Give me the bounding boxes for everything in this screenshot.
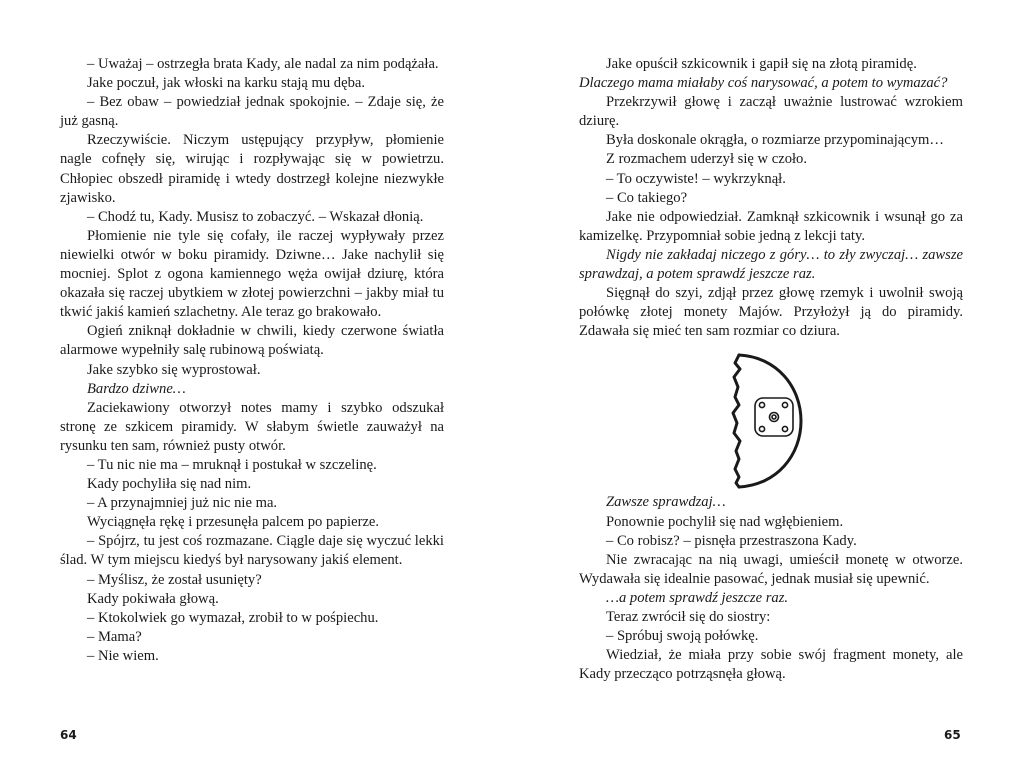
paragraph: Ogień zniknął dokładnie w chwili, kiedy czerwone światła alarmowe wypełniły salę rubinową poświatą. xyxy=(60,323,444,359)
page-number: 65 xyxy=(944,728,961,742)
paragraph: – A przynajmniej już nic nie ma. xyxy=(87,495,278,512)
paragraph: – Co takiego? xyxy=(606,189,688,206)
paragraph: Teraz zwrócił się do siostry: xyxy=(606,608,771,625)
paragraph: – Tu nic nie ma – mruknął i postukał w szczelinę. xyxy=(87,456,377,473)
half-coin-icon xyxy=(727,353,807,489)
paragraph: – Chodź tu, Kady. Musisz to zobaczyć. – Wskazał dłonią. xyxy=(87,208,424,225)
paragraph: – Myślisz, że został usunięty? xyxy=(87,571,262,588)
paragraph: Sięgnął do szyi, zdjął przez głowę rzemyk i uwolnił swoją połówkę złotej monety Majów. Przyłożył ją do piramidy. Zdawała się mieć ten sam rozmiar co dziura. xyxy=(579,285,963,340)
paragraph: Kady pochyliła się nad nim. xyxy=(87,476,252,493)
paragraph: Z rozmachem uderzył się w czoło. xyxy=(606,151,807,168)
paragraph: – Uważaj – ostrzegła brata Kady, ale nadal za nim podążała. xyxy=(87,56,439,72)
paragraph-italic: Nigdy nie zakładaj niczego z góry… to zły zwyczaj… zawsze sprawdzaj, a potem sprawdź jeszcze raz. xyxy=(579,246,963,283)
paragraph: – Spróbuj swoją połówkę. xyxy=(606,628,759,645)
paragraph: Jake szybko się wyprostował. xyxy=(87,361,261,378)
paragraph: – To oczywiste! – wykrzyknął. xyxy=(606,170,786,187)
paragraph: Jake nie odpowiedział. Zamknął szkicownik i wsunął go za kamizelkę. Przypomniał sobie jedną z lekcji taty. xyxy=(579,208,963,244)
paragraph: Wiedział, że miała przy sobie swój fragment monety, ale Kady przecząco potrząsnęła głową. xyxy=(579,647,963,683)
paragraph: Była doskonale okrągła, o rozmiarze przypominającym… xyxy=(606,132,944,149)
paragraph: Kady pokiwała głową. xyxy=(87,590,219,607)
paragraph: Zaciekawiony otworzył notes mamy i szybko odszukał stronę ze szkicem piramidy. W słabym świetle zauważył na rysunku ten sam, również pusty otwór. xyxy=(60,399,444,454)
right-page xyxy=(512,0,1024,777)
paragraph: – Ktokolwiek go wymazał, zrobił to w pośpiechu. xyxy=(87,609,379,626)
half-coin-illustration xyxy=(579,353,963,493)
paragraph: – Spójrz, tu jest coś rozmazane. Ciągle daje się wyczuć lekki ślad. W tym miejscu kiedyś był narysowany jakiś element. xyxy=(60,533,444,569)
paragraph: – Bez obaw – powiedział jednak spokojnie. – Zdaje się, że już gasną. xyxy=(60,94,444,130)
paragraph: Rzeczywiście. Niczym ustępujący przypływ, płomienie nagle cofnęły się, wirując i rozpływając się w powietrzu. Chłopiec obszedł piramidę i wtedy dostrzegł kolejne niezwykłe zjawisko. xyxy=(60,132,444,206)
left-text-column xyxy=(60,55,444,666)
right-text-column xyxy=(579,55,963,684)
paragraph: Ponownie pochylił się nad wgłębieniem. xyxy=(606,513,844,530)
paragraph: Płomienie nie tyle się cofały, ile raczej wypływały przez niewielki otwór w boku piramidy. Dziwne… Jake nachylił się mocniej. Splot z ogona kamiennego węża owijał dziurę, która okazała się raczej ubytkiem w złotej powierzchni – jakby miał tu tkwić jakiś kamień szlachetny. Ale teraz go brakowało. xyxy=(60,227,444,321)
paragraph-italic: …a potem sprawdź jeszcze raz. xyxy=(606,589,789,606)
paragraph: Przekrzywił głowę i zaczął uważnie lustrować wzrokiem dziurę. xyxy=(579,94,963,130)
paragraph: Jake poczuł, jak włoski na karku stają mu dęba. xyxy=(87,75,366,92)
paragraph: Nie zwracając na nią uwagi, umieścił monetę w otworze. Wydawała się idealnie pasować, jednak musiał się upewnić. xyxy=(579,551,963,587)
paragraph: Wyciągnęła rękę i przesunęła palcem po papierze. xyxy=(87,514,380,531)
page-number: 64 xyxy=(60,728,77,742)
paragraph: – Nie wiem. xyxy=(87,647,159,664)
paragraph: – Mama? xyxy=(87,628,142,645)
paragraph: Jake opuścił szkicownik i gapił się na złotą piramidę. xyxy=(606,56,917,72)
paragraph-italic: Bardzo dziwne… xyxy=(87,380,186,397)
paragraph: – Co robisz? – pisnęła przestraszona Kady. xyxy=(606,532,857,549)
paragraph-italic: Dlaczego mama miałaby coś narysować, a potem to wymazać? xyxy=(579,75,948,92)
paragraph-italic: Zawsze sprawdzaj… xyxy=(606,494,726,511)
